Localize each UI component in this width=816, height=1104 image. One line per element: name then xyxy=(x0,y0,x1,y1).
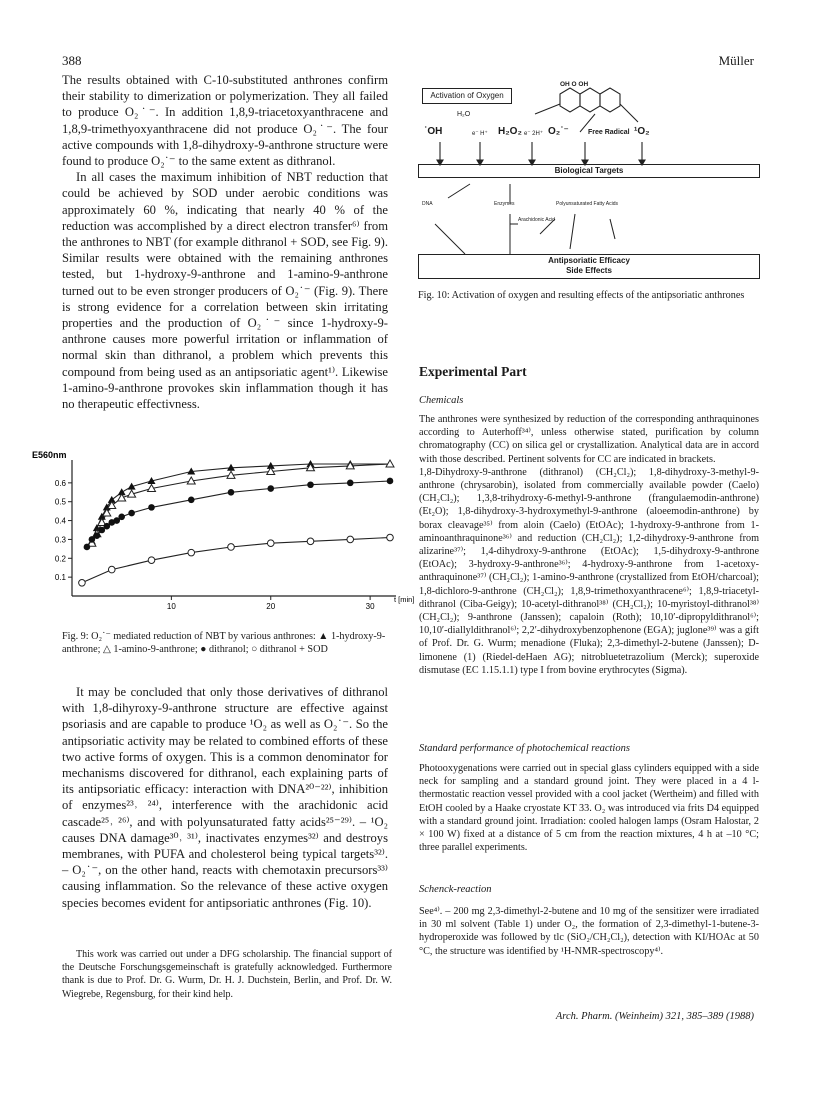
schenck-text: See⁴⁾. – 200 mg 2,3-dimethyl-2-butene and 10 mg of the sensitizer were irradiated in 30 ml solvent (Table 1) under O₂, the formation of 2,3-dimethyl-1-butene-3-hydroperoxide was followed by tlc (SiO₂/CH₂Cl₂), detection with KI/HOAc at 50 °C, the structure was identified by ¹H-NMR-spectroscopy⁴⁾. xyxy=(419,906,759,957)
data-point xyxy=(228,489,235,496)
series-1-amino-9-anthrone xyxy=(88,460,394,546)
left-column-lower xyxy=(62,684,388,911)
data-point xyxy=(347,536,354,543)
data-point xyxy=(387,478,394,485)
data-point xyxy=(307,481,314,488)
chemicals-section xyxy=(419,413,759,677)
y-tick-label: 0.1 xyxy=(54,573,66,583)
fig10-caption: Fig. 10: Activation of oxygen and resulting effects of the antipsoriatic anthrones xyxy=(418,290,745,301)
e-h-label: e⁻ H⁺ xyxy=(472,131,488,137)
paragraph-inhibition: In all cases the maximum inhibition of NBT reduction that could be achieved by SOD under aerobic conditions was approximately 60 %, indicating that nearly 40 % of the reduction was accomplished by a direct electron transfer⁶⁾ from the anthrones to NBT (for example dithranol + SOD, see Fig. 9). Similar results were obtained with the remaining anthrones tested, but 1-hydroxy-9-anthrone and 1-amino-9-anthrone turned out to be even stronger producers of O₂˙⁻ (Fig. 9). There is strong evidence for a correlation between skin irritating properties and the production of O₂˙⁻ since 1-hydroxy-9-anthrone causes more powerful irritation or inflammation of normal skin than dithranol, a problem which prevents this compound from being used as an antipsoriatic agent¹⁾. Likewise 1-amino-9-anthrone provokes skin inflammation though it has no therapeutic effectivness. xyxy=(62,170,388,412)
data-point xyxy=(148,504,155,511)
journal-citation: Arch. Pharm. (Weinheim) 321, 385–389 (1988) xyxy=(555,1011,754,1022)
page-number: 388 xyxy=(62,53,82,68)
data-point xyxy=(79,580,86,587)
photochem-paragraph xyxy=(419,762,759,854)
arachidonic-acid-label: Arachidonic Acid xyxy=(518,217,555,223)
acknowledgement: This work was carried out under a DFG scholarship. The financial support of the Deutsche Forschungsgemeinschaft is gratefully acknowledged. Furthermore thank is due to Prof. Dr. G. Wurm, Dr. H. J. Duchstein, Berlin, and Prof. Dr. W. Wiegrebe, Regensburg, for their kind help. xyxy=(62,949,392,1000)
chemicals-heading: Chemicals xyxy=(419,395,464,406)
anthrone-structure-label: OH O OH xyxy=(560,81,589,88)
series-dithranol-sod xyxy=(79,534,394,586)
data-point xyxy=(94,532,101,539)
data-point xyxy=(228,544,235,551)
data-point xyxy=(188,549,195,556)
data-point xyxy=(267,485,274,492)
data-point xyxy=(307,538,314,545)
series-line xyxy=(82,538,390,583)
x-tick-label: 20 xyxy=(266,602,276,611)
fig9-y-axis-label: E560nm xyxy=(32,450,67,460)
y-tick-label: 0.6 xyxy=(54,478,66,488)
x-tick-label: 30 xyxy=(365,602,375,611)
schenck-paragraph xyxy=(419,905,759,958)
water-label: H₂O xyxy=(457,111,471,118)
data-point xyxy=(387,534,394,541)
box-antipsoriatic-efficacy xyxy=(418,254,760,279)
x-tick-label: 10 xyxy=(166,602,176,611)
running-author: Müller xyxy=(718,53,754,68)
e-2h-label: e⁻ 2H⁺ xyxy=(524,131,544,137)
pufa-label: Polyunsaturated Fatty Acids xyxy=(556,201,618,207)
y-tick-label: 0.2 xyxy=(54,554,66,564)
photochem-heading: Standard performance of photochemical reactions xyxy=(419,743,630,754)
singlet-oxygen-label: ¹O₂ xyxy=(634,126,650,137)
y-tick-label: 0.5 xyxy=(54,497,66,507)
chemicals-list: 1,8-Dihydroxy-9-anthrone (dithranol) (CH₂Cl₂); 1,8-dihydroxy-3-methyl-9-anthrone (chrysarobin), isolated from commercially available powder (Caelo) (CH₂Cl₂); 1,3,8-trihydroxy-6-methyl-9-anthrone (frangulaemodin-anthrone) (Et₂O); 1,8-dihydroxy-3-hydroxymethyl-9-anthrone (aloeemodin-anthrone) by borax cleavage³⁵⁾ from aloin (Caelo) (EtOAc); 1-hydroxy-9-anthrone from 1-aminoanthraquinone³⁶⁾ and reduction (CH₂Cl₂); 1,2-dihydroxy-9-anthrone from alizarine³⁷⁾; 1,4-dihydroxy-9-anthrone (EtOAc); 1,5-dihydroxy-9-anthrone (EtOAc); 3-hydroxy-9-anthrone³⁶⁾; 4-hydroxy-9-anthrone from 1-acetoxy-anthraquinone³⁷⁾ (CH₂Cl₂); 1-amino-9-anthrone (crystallized from EtOH/charcoal); 1,8-dichloro-9-anthrone (CH₂Cl₂); 1,8,9-trimethoxyanthracene⁶⁾; 1,8,9-triacetyl-dithranol (Ciba-Geigy); 10-acetyl-dithranol³⁸⁾ (CH₂Cl₂); 10-myristoyl-dithranol³⁸⁾ (CH₂Cl₂); 9-anthrone (Janssen); capaloin (Roth); 10,10′-dipropyldithranol⁶⁾; 10,10′-diallyldithranol⁶⁾; 2,2′-dihydroxybenzophenone (EGA); juglone³⁹⁾ was a gift of Prof. Dr. G. Wurm; menadione (Fluka); 2,3-dimethyl-2-butene (Janssen); D-limonene (1) (Riedel-deHaen AG); nitrobluetetrazolium (Merck); superoxide dismutase (EC 1.15.1.1) type I from bovine erythrocytes (Sigma). xyxy=(419,466,759,676)
experimental-heading: Experimental Part xyxy=(419,364,527,379)
data-point xyxy=(84,544,91,551)
x-axis-label: t [min] xyxy=(394,595,415,604)
hydrogen-peroxide-label: H₂O₂ xyxy=(498,126,522,137)
data-point xyxy=(118,514,125,521)
data-point xyxy=(148,557,155,564)
data-point xyxy=(267,540,274,547)
box-activation-of-oxygen: Activation of Oxygen xyxy=(422,88,512,104)
data-point xyxy=(108,566,115,573)
left-column xyxy=(62,72,388,412)
series-line xyxy=(92,464,390,541)
paragraph-conclusion: It may be concluded that only those derivatives of dithranol with 1,8-dihyroxy-9-anthrone structure are effective against psoriasis and are capable to produce ¹O₂ as well as O₂˙⁻. So the antipsoriatic activity may be related to combined efforts of these two active forms of oxygen. This is a common denominator for mechanisms discovered for dithranol, each explaining parts of its antipsoriatic efficacy: interaction with DNA²⁰⁻²²⁾, inhibition of enzymes²³˒ ²⁴⁾, interference with the arachidonic acid cascade²⁵˒ ²⁶⁾, and with polyunsaturated fatty acids²⁵⁻²⁹⁾. – ¹O₂ causes DNA damage³⁰˒ ³¹⁾, inactivates enzymes³²⁾ and destroys membranes, with PUFA and cholesterol being typical targets³²⁾. – O₂˙⁻, on the other hand, reacts with chemotaxin precursors³³⁾ causing inflammation. So the relevance of these active oxygen species becomes evident for antipsoriatic anthrones (Fig. 10). xyxy=(62,685,388,910)
fig9-caption: Fig. 9: O₂˙⁻ mediated reduction of NBT by various anthrones: ▲ 1-hydroxy-9-anthrone; △ 1-amino-9-anthrone; ● dithranol; ○ dithranol + SOD xyxy=(62,631,386,655)
schenck-heading: Schenck-reaction xyxy=(419,884,492,895)
fig9-chart xyxy=(30,448,415,616)
hydroxyl-radical-label: ˙OH xyxy=(424,126,443,137)
data-point xyxy=(128,510,135,517)
side-effects-label: Side Effects xyxy=(566,266,612,275)
y-tick-label: 0.3 xyxy=(54,535,66,545)
paragraph-results: The results obtained with C-10-substituted anthrones confirm their stability to dimerization or polymerization. They all failed to produce O₂˙⁻. In addition 1,8,9-triacetoxyanthracene and 1,8,9-trimethyoxyanthracene did not produce O₂˙⁻. The four active compounds with 1,8-dihydroxy-9-anthrone structure were found to produce O₂˙⁻ to the same extent as dithranol. xyxy=(62,73,388,169)
y-tick-label: 0.4 xyxy=(54,516,66,526)
data-point xyxy=(188,497,195,504)
data-point xyxy=(347,480,354,487)
enzymes-label: Enzymes xyxy=(494,201,515,207)
chemicals-intro: The anthrones were synthesized by reduction of the corresponding anthraquinones according to Auterhoff³⁴⁾, unless otherwise stated, purification by column chromatography (CC) on silica gel or crystallization. Analytical data are in accord with those described. Pertinent solvents for CC are indicated in brackets. xyxy=(419,414,759,465)
series-1-hydroxy-9-anthrone xyxy=(88,460,394,544)
superoxide-label: O₂˙⁻ xyxy=(548,126,569,137)
box-biological-targets: Biological Targets xyxy=(418,164,760,178)
fig9-series xyxy=(79,460,394,586)
photochem-text: Photooxygenations were carried out in special glass cylinders equipped with a side neck for sampling and a standard ground joint. They were placed in a 4 l-thermostatic reaction vessel provided with a cool jacket (Wertheim) and filled with EtOH cooled by a Haake cryostate KT 33. O₂ was introduced via frits D4 equipped with a standard ground joint. Irradiation: cooled halogen lamps (Osram Halostar, 2 × 100 W) fixed at a distance of 5 cm from the reaction mixtures, 4 h at –10 °C; three parallel experiments. xyxy=(419,763,759,854)
efficacy-label: Antipsoriatic Efficacy xyxy=(548,256,630,265)
series-line xyxy=(92,464,390,543)
dna-label: DNA xyxy=(422,201,433,207)
free-radical-label: Free Radical xyxy=(588,129,630,136)
